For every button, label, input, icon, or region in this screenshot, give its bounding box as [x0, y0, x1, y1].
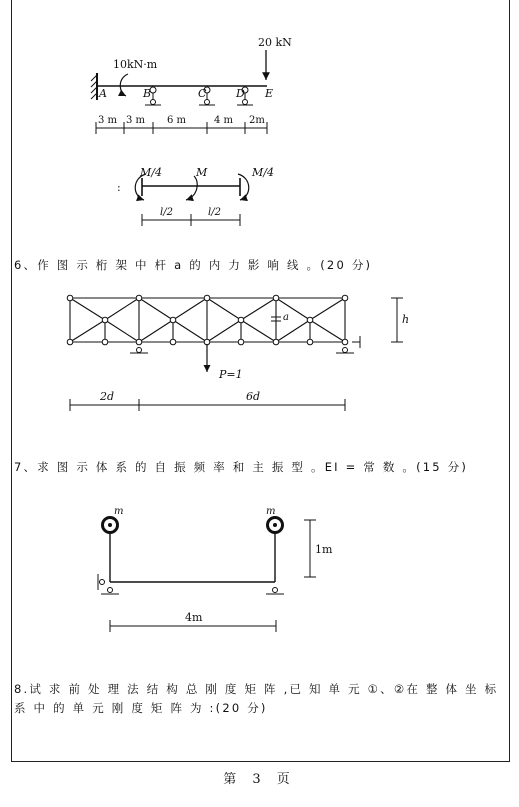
- page-number: 第 3 页: [223, 772, 296, 787]
- dim-label: 2m: [249, 115, 265, 126]
- dim-label: l/2: [160, 207, 173, 218]
- load-label: 20 kN: [258, 36, 292, 49]
- node-d: D: [236, 87, 245, 100]
- dim-label: 4 m: [214, 115, 234, 126]
- truss-height-label: h: [402, 313, 410, 326]
- frame-span-label: 4m: [185, 611, 203, 624]
- dim-label: 6d: [246, 390, 261, 403]
- mass-right-label: m: [266, 506, 276, 517]
- frame-support-right: [266, 588, 284, 595]
- dim-label: l/2: [208, 207, 221, 218]
- node-e: E: [265, 87, 274, 100]
- dim-label: 3 m: [98, 115, 118, 126]
- mass-left: [103, 518, 118, 533]
- node-c: C: [198, 87, 207, 100]
- dim-label: 2d: [100, 390, 115, 403]
- question-6: 6、作 图 示 桁 架 中 杆 a 的 内 力 影 响 线 。(20 分): [14, 258, 373, 272]
- node-b: B: [143, 87, 152, 100]
- question-8-line-1: 8.试 求 前 处 理 法 结 构 总 刚 度 矩 阵 ,已 知 单 元 ①、②在 整 体 坐 标: [14, 682, 499, 696]
- moment-label: 10kN·m: [113, 58, 158, 71]
- mass-right: [268, 518, 283, 533]
- unit-load-label: P=1: [219, 368, 243, 381]
- moment-label-right: M/4: [252, 166, 274, 179]
- mass-left-label: m: [114, 506, 124, 517]
- frame-support-left: [98, 574, 119, 594]
- question-8-line-2: 系 中 的 单 元 刚 度 矩 阵 为 :(20 分): [14, 701, 268, 715]
- dim-label: 6 m: [167, 115, 187, 126]
- frame-height-label: 1m: [315, 543, 333, 556]
- frame-members: [110, 531, 275, 582]
- moment-label-left: M/4: [140, 166, 162, 179]
- question-7: 7、求 图 示 体 系 的 自 振 频 率 和 主 振 型 。EI = 常 数 。(15 分): [14, 460, 469, 474]
- dim-label: 3 m: [126, 115, 146, 126]
- node-a: A: [99, 87, 107, 100]
- moment-label-mid: M: [196, 166, 208, 179]
- colon-mark: :: [117, 181, 121, 194]
- question-8: [14, 680, 498, 718]
- member-a-label: a: [283, 312, 289, 323]
